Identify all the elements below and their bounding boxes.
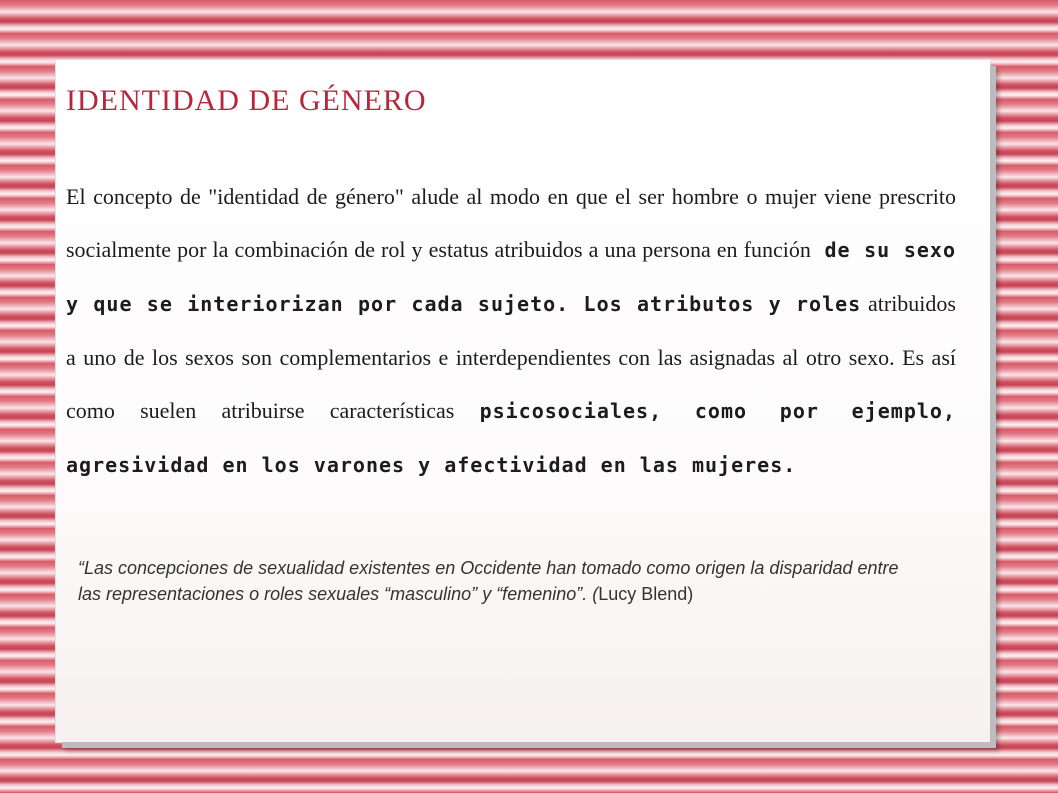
slide-title: IDENTIDAD DE GÉNERO xyxy=(66,84,427,117)
body-text-part: atribuidos a uno de los sexos son complementarios e interdependientes con las asignadas al otro sexo. Es así como suelen atribuirse características xyxy=(66,291,956,423)
quote-text: “Las concepciones de sexualidad existentes en Occidente han tomado como origen la disparidad entre las representaciones o roles sexuales “masculino” y “femenino”. ( xyxy=(78,558,899,604)
body-text-dense: psicosociales xyxy=(479,399,650,423)
body-text-dense: , como por ejemplo, agresividad en los varones y afectividad en las mujeres. xyxy=(66,399,956,477)
body-text-dense: de su sexo y que se interiorizan por cada sujeto xyxy=(66,238,956,316)
body-text-part: El concepto de "identidad de género" alude al modo en que el ser hombre o mujer viene prescrito socialmente por la combinación de rol y estatus atribuidos a una persona en función xyxy=(66,184,956,262)
body-text xyxy=(66,170,956,492)
body-text-dense: . Los atributos y roles xyxy=(556,292,862,316)
quote xyxy=(78,555,908,607)
quote-author: Lucy Blend) xyxy=(598,584,694,604)
